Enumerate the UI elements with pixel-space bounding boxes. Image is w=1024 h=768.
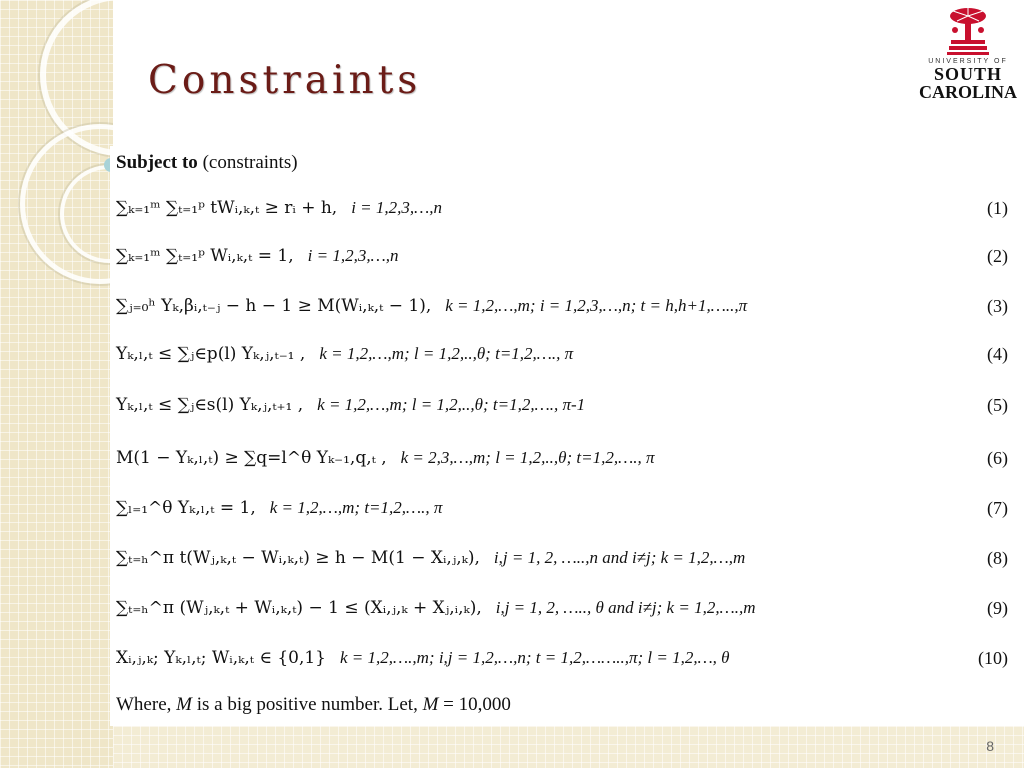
logo-carolina: CAROLINA <box>918 82 1017 102</box>
constraint-row <box>116 498 1016 532</box>
constraint-expression: M(1 − Yₖ,ₗ,ₜ) ≥ ∑q=l^θ Yₖ₋₁,q,ₜ , k = 2,3,…,m; l = 1,2,..,θ; t=1,2,…., π <box>116 448 655 468</box>
constraint-row <box>116 198 1016 232</box>
equation-number: (7) <box>987 498 1008 518</box>
university-logo <box>916 6 1020 110</box>
constraint-row <box>116 395 1016 429</box>
left-decorative-band <box>0 0 113 768</box>
constraint-expression: ∑ₜ₌ₕ^π t(Wⱼ,ₖ,ₜ − Wᵢ,ₖ,ₜ) ≥ h − M(1 − Xᵢ,ⱼ,ₖ), i,j = 1, 2, …..,n and i≠j; k = 1,2,…,m <box>116 548 746 568</box>
constraint-expression: ∑ₖ₌₁ᵐ ∑ₜ₌₁ᵖ Wᵢ,ₖ,ₜ = 1, i = 1,2,3,…,n <box>116 246 399 266</box>
subject-bold: Subject to <box>116 152 198 173</box>
page-number: 8 <box>986 738 994 754</box>
constraint-row <box>116 548 1016 582</box>
constraint-expression: ∑ₗ₌₁^θ Yₖ,ₗ,ₜ = 1, k = 1,2,…,m; t=1,2,…., π <box>116 498 443 518</box>
equation-number: (8) <box>987 548 1008 568</box>
constraint-expression: ∑ₖ₌₁ᵐ ∑ₜ₌₁ᵖ tWᵢ,ₖ,ₜ ≥ rᵢ + h, i = 1,2,3,…,n <box>116 198 443 218</box>
constraint-expression: ∑ⱼ₌₀ʰ Yₖ,βᵢ,ₜ₋ⱼ − h − 1 ≥ M(Wᵢ,ₖ,ₜ − 1), k = 1,2,…,m; i = 1,2,3,…,n; t = h,h+1,…..,π <box>116 296 748 316</box>
constraint-expression: ∑ₜ₌ₕ^π (Wⱼ,ₖ,ₜ + Wᵢ,ₖ,ₜ) − 1 ≤ (Xᵢ,ⱼ,ₖ + Xⱼ,ᵢ,ₖ), i,j = 1, 2, ….., θ and i≠j; k = 1,2,….,m <box>116 598 756 618</box>
equation-number: (9) <box>987 598 1008 618</box>
logo-south: SOUTH <box>933 64 1003 84</box>
constraint-row <box>116 598 1016 632</box>
constraints-panel <box>110 146 1020 726</box>
subject-heading <box>116 152 298 174</box>
subject-rest: (constraints) <box>202 152 298 173</box>
constraint-row <box>116 648 1016 682</box>
where-note: Where, M is a big positive number. Let, M = 10,000 <box>116 694 511 715</box>
constraint-row <box>116 344 1016 378</box>
equation-number: (5) <box>987 395 1008 415</box>
palmetto-tree-icon <box>945 6 991 56</box>
constraint-expression: Yₖ,ₗ,ₜ ≤ ∑ⱼ∈s(l) Yₖ,ⱼ,ₜ₊₁ , k = 1,2,…,m; l = 1,2,..,θ; t=1,2,…., π-1 <box>116 395 586 415</box>
constraint-row <box>116 296 1016 330</box>
constraint-row <box>116 448 1016 482</box>
slide-title: Constraints <box>148 58 422 103</box>
equation-number: (10) <box>978 648 1008 668</box>
equation-number: (6) <box>987 448 1008 468</box>
equation-number: (4) <box>987 344 1008 364</box>
constraint-expression: Xᵢ,ⱼ,ₖ; Yₖ,ₗ,ₜ; Wᵢ,ₖ,ₜ ∈ {0,1} k = 1,2,….,m; i,j = 1,2,…,n; t = 1,2,……..,π; l = 1,2,…, θ <box>116 648 730 668</box>
constraint-row <box>116 246 1016 280</box>
constraint-expression: Yₖ,ₗ,ₜ ≤ ∑ⱼ∈p(l) Yₖ,ⱼ,ₜ₋₁ , k = 1,2,…,m; l = 1,2,..,θ; t=1,2,…., π <box>116 344 574 364</box>
equation-number: (3) <box>987 296 1008 316</box>
logo-university-of: UNIVERSITY OF <box>928 58 1008 65</box>
equation-number: (1) <box>987 198 1008 218</box>
equation-number: (2) <box>987 246 1008 266</box>
footer-band <box>113 726 1024 768</box>
